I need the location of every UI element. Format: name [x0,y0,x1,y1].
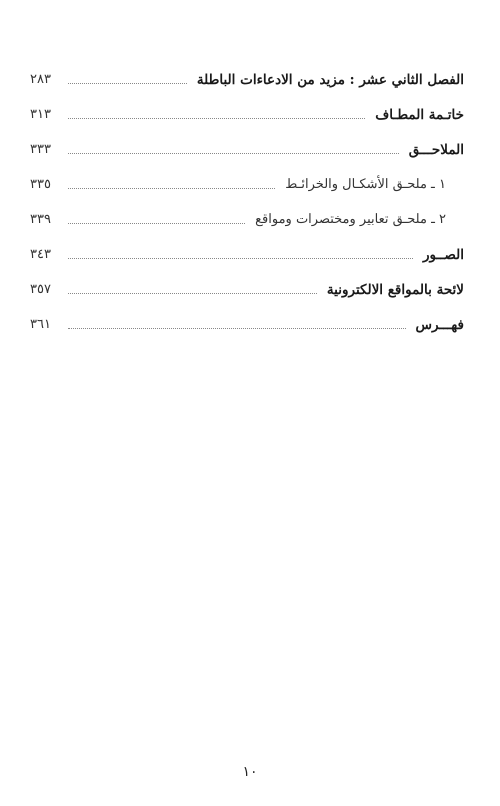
toc-entry-title: لائحة بالمواقع الالكترونية [323,282,464,298]
toc-entry-page: ٣٤٣ [30,247,51,262]
toc-entry-page: ٢٨٣ [30,72,51,87]
toc-entry-page: ٣٣٣ [30,142,51,157]
toc-entry-page: ٣٣٥ [30,177,51,192]
toc-entry-page: ٣٣٩ [30,212,51,227]
toc-entry [30,237,464,272]
toc-entry [30,307,464,342]
toc-entry-title: الفصل الثاني عشر : مزيد من الادعاءات الباطلة [193,72,464,88]
toc-entry [30,167,464,202]
toc-entry [30,132,464,167]
dot-leader [68,153,399,154]
toc-entry [30,97,464,132]
toc-entry [30,272,464,307]
table-of-contents [30,62,464,342]
dot-leader [68,188,275,189]
dot-leader [68,118,365,119]
dot-leader [68,258,413,259]
toc-entry-title: خاتـمة المطـاف [371,107,464,123]
toc-entry-title: فهـــرس [412,317,464,333]
dot-leader [68,223,245,224]
toc-entry-title: ٢ ـ ملحـق تعابير ومختصرات ومواقع [251,212,446,227]
toc-entry [30,202,464,237]
toc-entry-title: ١ ـ ملحـق الأشكـال والخرائـط [281,177,446,192]
dot-leader [68,328,406,329]
toc-entry-title: الصــور [419,247,464,263]
toc-entry [30,62,464,97]
toc-entry-page: ٣٦١ [30,317,51,332]
toc-entry-page: ٣١٣ [30,107,51,122]
dot-leader [68,83,187,84]
toc-entry-title: الملاحـــق [405,142,464,158]
dot-leader [68,293,317,294]
page-number: ١٠ [242,764,258,780]
toc-entry-page: ٣٥٧ [30,282,51,297]
